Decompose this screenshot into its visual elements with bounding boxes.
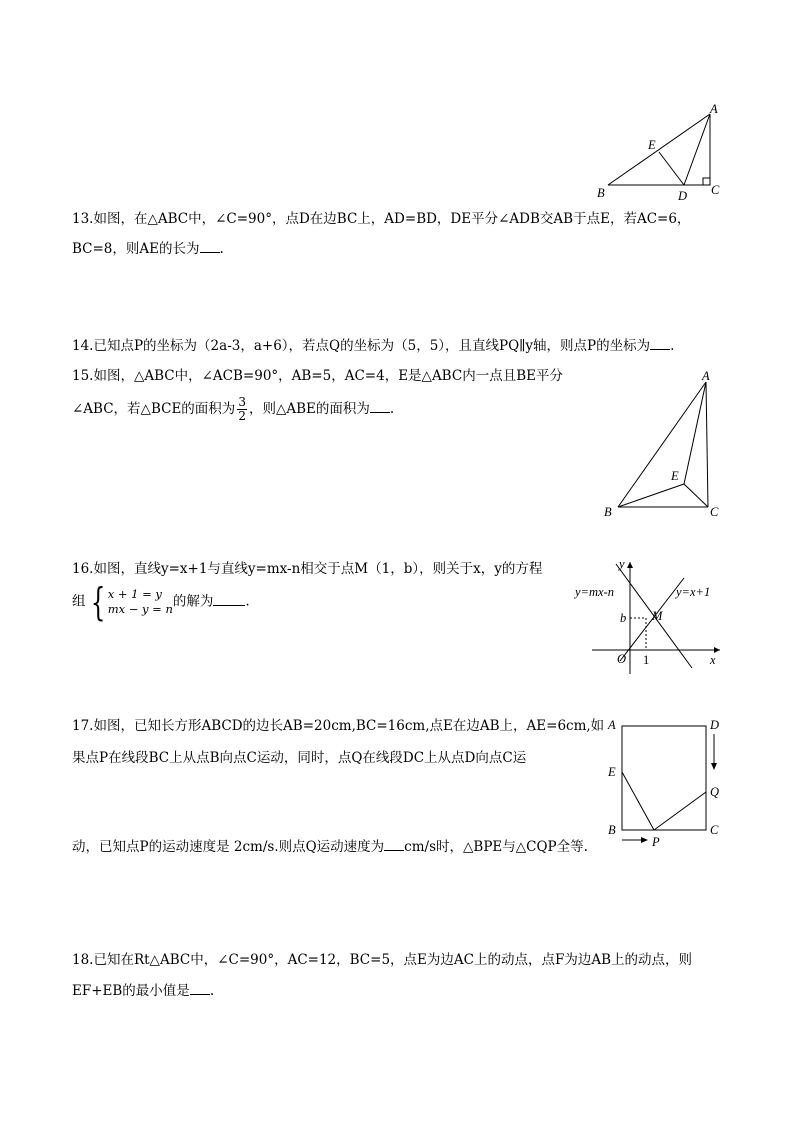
question-17 [72,716,604,857]
answer-blank [650,335,670,350]
question-18 [72,950,692,1001]
label-D: D [678,189,688,203]
label-M: M [652,609,663,623]
question-16 [72,559,543,624]
label-B: B [608,823,616,837]
fraction: $\frac{3}{2}$ [238,395,246,423]
figure-q16 [572,556,730,676]
label-B: B [597,186,605,200]
label-line1: y=mx-n [575,585,614,599]
q15-line2: ∠ABC，若△BCE的面积为 $\frac{3}{2}$ ，则△ABE的面积为 . [72,395,395,423]
figure-q15 [598,366,728,526]
label-y-axis: y [619,557,625,571]
label-E: E [671,469,679,483]
label-B: B [604,505,612,519]
label-origin: O [617,652,627,666]
q18-line1: 18.已知在Rt△ABC中，∠C=90°，AC=12，BC=5，点E为边AC上的动点，点F为边AB上的动点，则 [72,952,693,968]
label-D: D [710,718,720,732]
label-A: A [710,102,718,116]
figure-q13 [592,100,732,205]
question-14: 14.已知点P的坐标为（2a-3，a+6），若点Q的坐标为（5，5），且直线PQ∥y轴，则点P的坐标为 . [72,335,674,356]
equation-system: { x + 1 = y mx − y = n [90,580,173,624]
q18-line2: EF+EB的最小值是 . [72,980,692,1001]
label-E: E [608,765,616,779]
label-line2: y=x+1 [676,585,711,599]
q16-line1: 16.如图，直线y=x+1与直线y=mx-n相交于点M（1，b），则关于x，y的方程 [72,561,543,577]
answer-blank [213,591,245,606]
label-C: C [711,183,720,197]
answer-blank [200,238,220,253]
q16-line2: 组 { x + 1 = y mx − y = n 的解为 . [72,580,250,624]
label-Q: Q [710,785,720,799]
q17-line1: 17.如图，已知长方形ABCD的边长AB=20cm,BC=16cm,点E在边AB上，AE=6cm,如 [72,718,605,734]
question-15 [72,366,563,423]
label-x-axis: x [710,653,716,667]
label-one: 1 [643,653,650,667]
question-13 [72,209,690,259]
label-b: b [620,611,627,625]
label-A: A [702,369,710,383]
q13-line1: 13.如图，在△ABC中，∠C=90°，点D在边BC上，AD=BD，DE平分∠ADB交AB于点E，若AC=6， [72,211,691,227]
label-C: C [710,505,719,519]
label-P: P [652,835,660,849]
q17-line2: 果点P在线段BC上从点B向点C运动，同时，点Q在线段DC上从点D向点C运 [72,750,527,766]
label-E: E [648,138,656,152]
q15-line1: 15.如图，△ABC中，∠ACB=90°，AB=5，AC=4，E是△ABC内一点且BE平分 [72,368,563,384]
label-A: A [608,718,616,732]
answer-blank [190,980,210,995]
answer-blank [370,398,390,413]
figure-q17 [600,712,730,854]
label-C: C [710,823,719,837]
answer-blank [384,836,404,851]
q13-line2: BC=8，则AE的长为 . [72,238,690,259]
q17-line3: 动，已知点P的运动速度是 2cm/s.则点Q运动速度为 cm/s时，△BPE与△CQP全等. [72,836,604,857]
